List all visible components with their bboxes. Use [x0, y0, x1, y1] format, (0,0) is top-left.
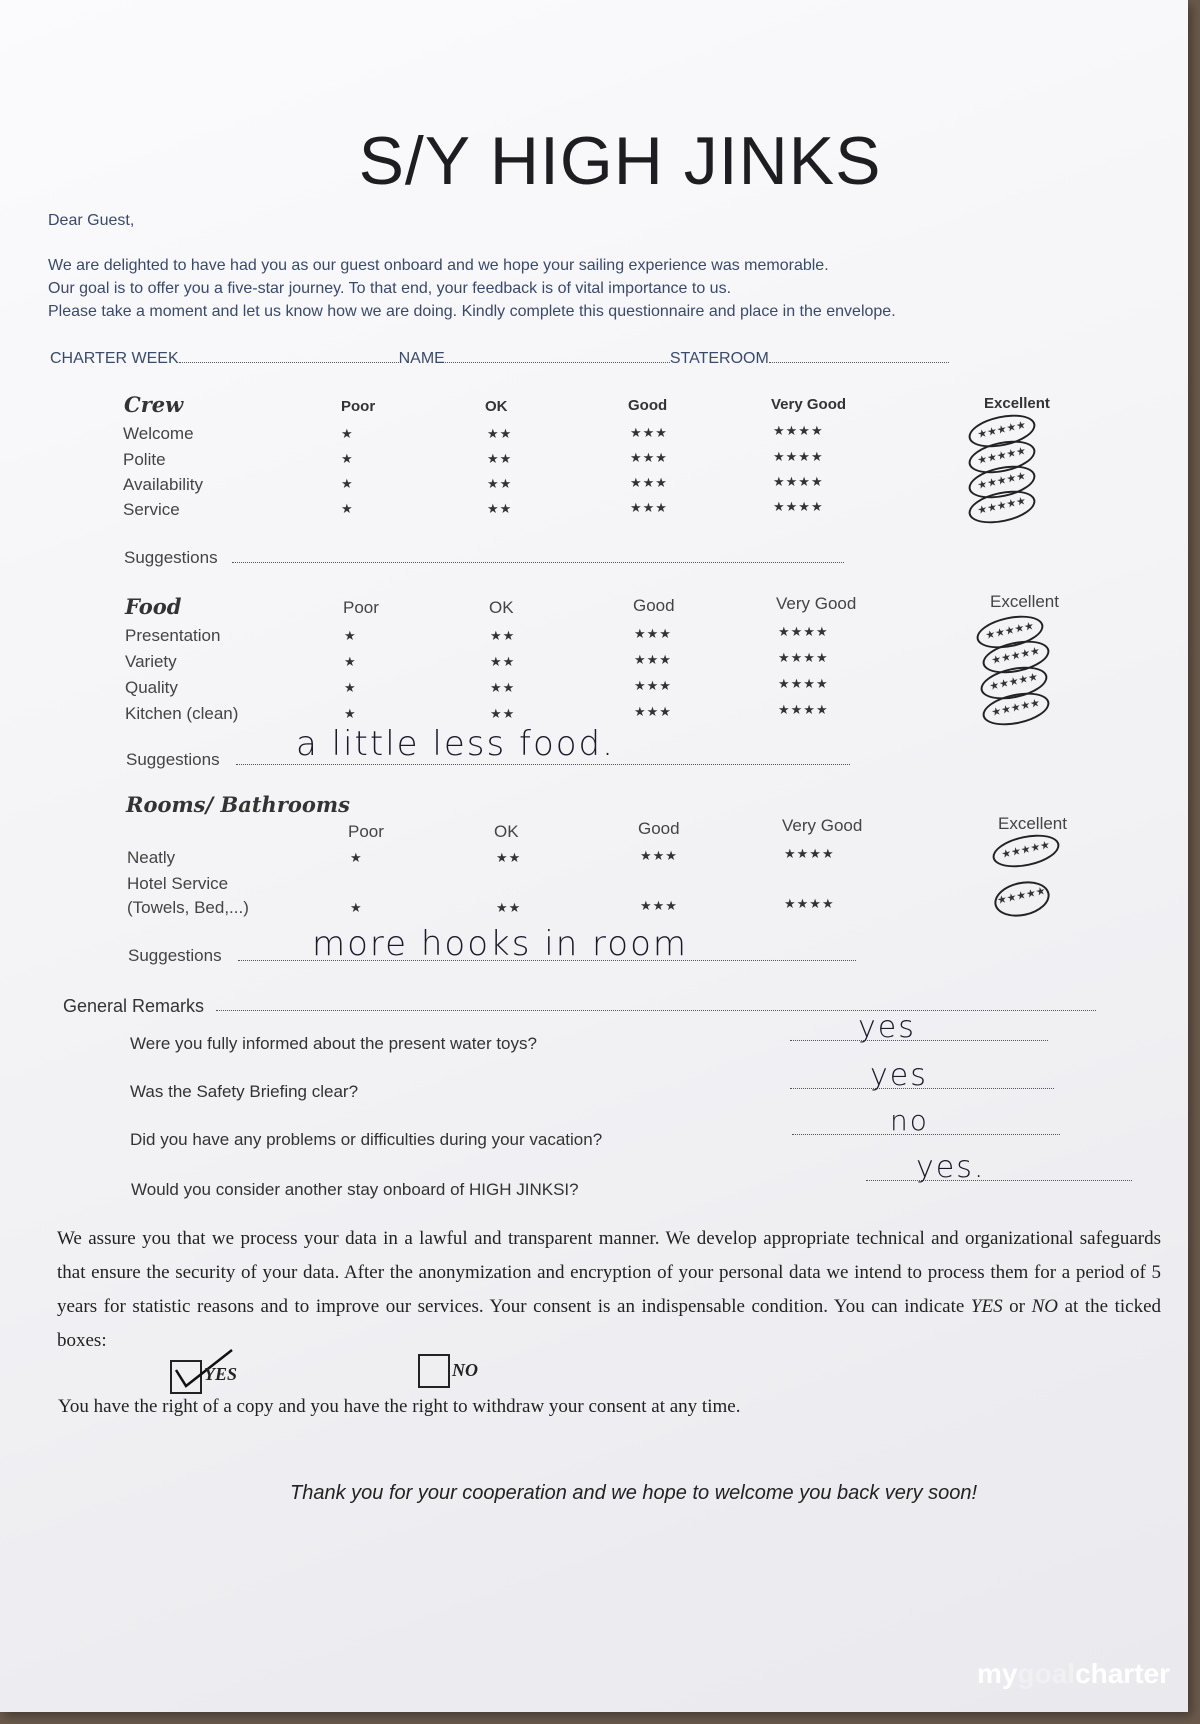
rooms-header-excellent: Excellent	[998, 814, 1067, 833]
general-remarks-label: General Remarks	[63, 996, 205, 1016]
privacy-no-word: NO	[1031, 1296, 1058, 1317]
crew-row-service: Service	[123, 500, 180, 519]
star-3[interactable]: ★★★	[634, 626, 672, 641]
crew-suggestions-field[interactable]	[232, 562, 844, 563]
rooms-row-towels-bed: (Towels, Bed,...)	[127, 898, 249, 917]
star-2[interactable]: ★★	[487, 451, 513, 466]
watermark-logo: mygoalcharter	[977, 1658, 1170, 1689]
food-header-poor: Poor	[343, 598, 379, 617]
circled-excellent[interactable]: ★★★★★	[978, 661, 1051, 704]
answer-safety-briefing: yes	[870, 1058, 928, 1093]
crew-header-very-good: Very Good	[771, 396, 847, 413]
section-crew-title: Crew	[124, 392, 184, 417]
star-1[interactable]: ★	[350, 900, 363, 915]
circled-excellent[interactable]: ★★★★★	[966, 435, 1039, 478]
star-2[interactable]: ★★	[490, 628, 516, 643]
greeting: Dear Guest,	[48, 212, 135, 229]
circled-excellent[interactable]: ★★★★★	[990, 829, 1063, 872]
crew-row-polite: Polite	[123, 450, 166, 469]
star-2[interactable]: ★★	[490, 680, 516, 695]
star-4[interactable]: ★★★★	[773, 423, 824, 438]
name-label: NAME	[398, 350, 445, 367]
circled-excellent[interactable]: ★★★★★	[966, 460, 1039, 503]
star-3[interactable]: ★★★	[634, 704, 672, 719]
star-1[interactable]: ★	[344, 680, 357, 695]
answer-another-stay: yes.	[916, 1150, 986, 1185]
rooms-row-hotel-service: Hotel Service	[127, 874, 229, 893]
food-suggestions-label: Suggestions	[126, 750, 220, 769]
food-header-ok: OK	[489, 598, 514, 617]
privacy-or: or	[1009, 1296, 1025, 1317]
star-4[interactable]: ★★★★	[773, 499, 824, 514]
food-row-variety: Variety	[125, 652, 177, 671]
star-3[interactable]: ★★★	[630, 450, 668, 465]
star-4[interactable]: ★★★★	[778, 676, 829, 691]
star-1[interactable]: ★	[341, 451, 354, 466]
star-4[interactable]: ★★★★	[773, 474, 824, 489]
intro-line-2: Our goal is to offer you a five-star journey. To that end, your feedback is of vital importance to us.	[48, 280, 732, 297]
circled-excellent[interactable]: ★★★★★	[991, 877, 1053, 922]
thank-you-message: Thank you for your cooperation and we hope to welcome you back very soon!	[290, 1482, 978, 1504]
star-1[interactable]: ★	[341, 476, 354, 491]
crew-row-availability: Availability	[123, 475, 204, 494]
general-remarks-field[interactable]	[216, 1010, 1096, 1011]
circled-excellent[interactable]: ★★★★★	[966, 409, 1039, 452]
privacy-paragraph	[57, 1222, 1161, 1358]
rooms-header-poor: Poor	[348, 822, 384, 841]
privacy-text: We assure you that we process your data in a lawful and transparent manner. We develop appropriate technical and organizational safeguards that ensure the security of your data. After the anonymization and encryption of your personal data we intend to process them for a period of 5 years for statistic reasons and to improve our services. Your consent is an indispensable condition. You can indicate	[57, 1228, 1161, 1317]
star-3[interactable]: ★★★	[634, 652, 672, 667]
star-1[interactable]: ★	[350, 850, 363, 865]
stateroom-field[interactable]	[769, 362, 949, 363]
page-title: S/Y HIGH JINKS	[358, 123, 882, 199]
star-4[interactable]: ★★★★	[778, 624, 829, 639]
consent-no-checkbox[interactable]	[418, 1354, 450, 1388]
circled-excellent[interactable]: ★★★★★	[980, 635, 1053, 678]
consent-no-label: NO	[452, 1360, 478, 1380]
name-field[interactable]	[445, 362, 670, 363]
rooms-header-very-good: Very Good	[782, 816, 863, 835]
charter-info-row	[50, 350, 949, 368]
rooms-row-neatly: Neatly	[127, 848, 176, 867]
star-1[interactable]: ★	[341, 426, 354, 441]
crew-header-poor: Poor	[341, 398, 376, 415]
star-4[interactable]: ★★★★	[778, 702, 829, 717]
food-header-very-good: Very Good	[776, 594, 857, 613]
answer-line-another-stay[interactable]	[866, 1180, 1132, 1181]
crew-header-excellent: Excellent	[984, 395, 1050, 412]
crew-suggestions-label: Suggestions	[124, 548, 218, 567]
star-3[interactable]: ★★★	[640, 898, 678, 913]
intro-line-1: We are delighted to have had you as our guest onboard and we hope your sailing experience was memorable.	[48, 257, 829, 274]
star-1[interactable]: ★	[344, 654, 357, 669]
circled-excellent[interactable]: ★★★★★	[966, 485, 1039, 528]
crew-header-ok: OK	[485, 398, 508, 415]
star-3[interactable]: ★★★	[630, 500, 668, 515]
star-4[interactable]: ★★★★	[773, 449, 824, 464]
section-food-title: Food	[125, 594, 182, 619]
charter-week-field[interactable]	[179, 362, 399, 363]
star-2[interactable]: ★★	[490, 706, 516, 721]
answer-problems: no	[890, 1104, 929, 1137]
stateroom-label: STATEROOM	[669, 350, 769, 367]
crew-header-good: Good	[628, 397, 668, 414]
circled-excellent[interactable]: ★★★★★	[980, 687, 1053, 730]
star-2[interactable]: ★★	[487, 476, 513, 491]
rooms-header-ok: OK	[494, 822, 519, 841]
star-3[interactable]: ★★★	[630, 475, 668, 490]
star-2[interactable]: ★★	[487, 426, 513, 441]
rooms-header-good: Good	[638, 819, 680, 838]
food-suggestions-field[interactable]	[236, 764, 850, 765]
star-4[interactable]: ★★★★	[778, 650, 829, 665]
star-1[interactable]: ★	[344, 706, 357, 721]
answer-water-toys: yes	[858, 1010, 916, 1045]
star-3[interactable]: ★★★	[630, 425, 668, 440]
privacy-yes-word: YES	[970, 1296, 1003, 1317]
rooms-suggestions-handwritten: more hooks in room	[312, 924, 688, 964]
star-3[interactable]: ★★★	[634, 678, 672, 693]
answer-line-water-toys[interactable]	[790, 1040, 1048, 1041]
star-4[interactable]: ★★★★	[784, 846, 835, 861]
star-2[interactable]: ★★	[487, 501, 513, 516]
food-row-quality: Quality	[125, 678, 178, 697]
food-row-kitchen: Kitchen (clean)	[125, 704, 239, 723]
star-1[interactable]: ★	[344, 628, 357, 643]
circled-excellent[interactable]: ★★★★★	[974, 610, 1047, 653]
star-2[interactable]: ★★	[496, 900, 522, 915]
charter-week-label: CHARTER WEEK	[50, 350, 179, 367]
food-suggestions-handwritten: a little less food.	[296, 724, 615, 764]
section-rooms-title: Rooms/ Bathrooms	[126, 792, 350, 817]
question-problems: Did you have any problems or difficulties during your vacation?	[130, 1130, 603, 1149]
intro-line-3: Please take a moment and let us know how we are doing. Kindly complete this questionnaire and place in the envelope.	[48, 303, 896, 320]
rooms-suggestions-label: Suggestions	[128, 946, 222, 965]
question-safety-briefing: Was the Safety Briefing clear?	[130, 1082, 359, 1101]
star-3[interactable]: ★★★	[640, 848, 678, 863]
privacy-indicate-tail: at the ticked boxes:	[57, 1296, 1162, 1351]
question-another-stay: Would you consider another stay onboard of HIGH JINKSI?	[131, 1180, 579, 1199]
crew-row-welcome: Welcome	[123, 424, 194, 443]
food-header-good: Good	[633, 596, 675, 615]
rights-statement: You have the right of a copy and you have the right to withdraw your consent at any time.	[58, 1396, 741, 1417]
food-row-presentation: Presentation	[125, 626, 221, 645]
star-2[interactable]: ★★	[496, 850, 522, 865]
star-4[interactable]: ★★★★	[784, 896, 835, 911]
consent-yes-label: YES	[204, 1364, 238, 1384]
question-water-toys: Were you fully informed about the present water toys?	[130, 1034, 537, 1053]
star-1[interactable]: ★	[341, 501, 354, 516]
food-header-excellent: Excellent	[990, 592, 1059, 611]
star-2[interactable]: ★★	[490, 654, 516, 669]
